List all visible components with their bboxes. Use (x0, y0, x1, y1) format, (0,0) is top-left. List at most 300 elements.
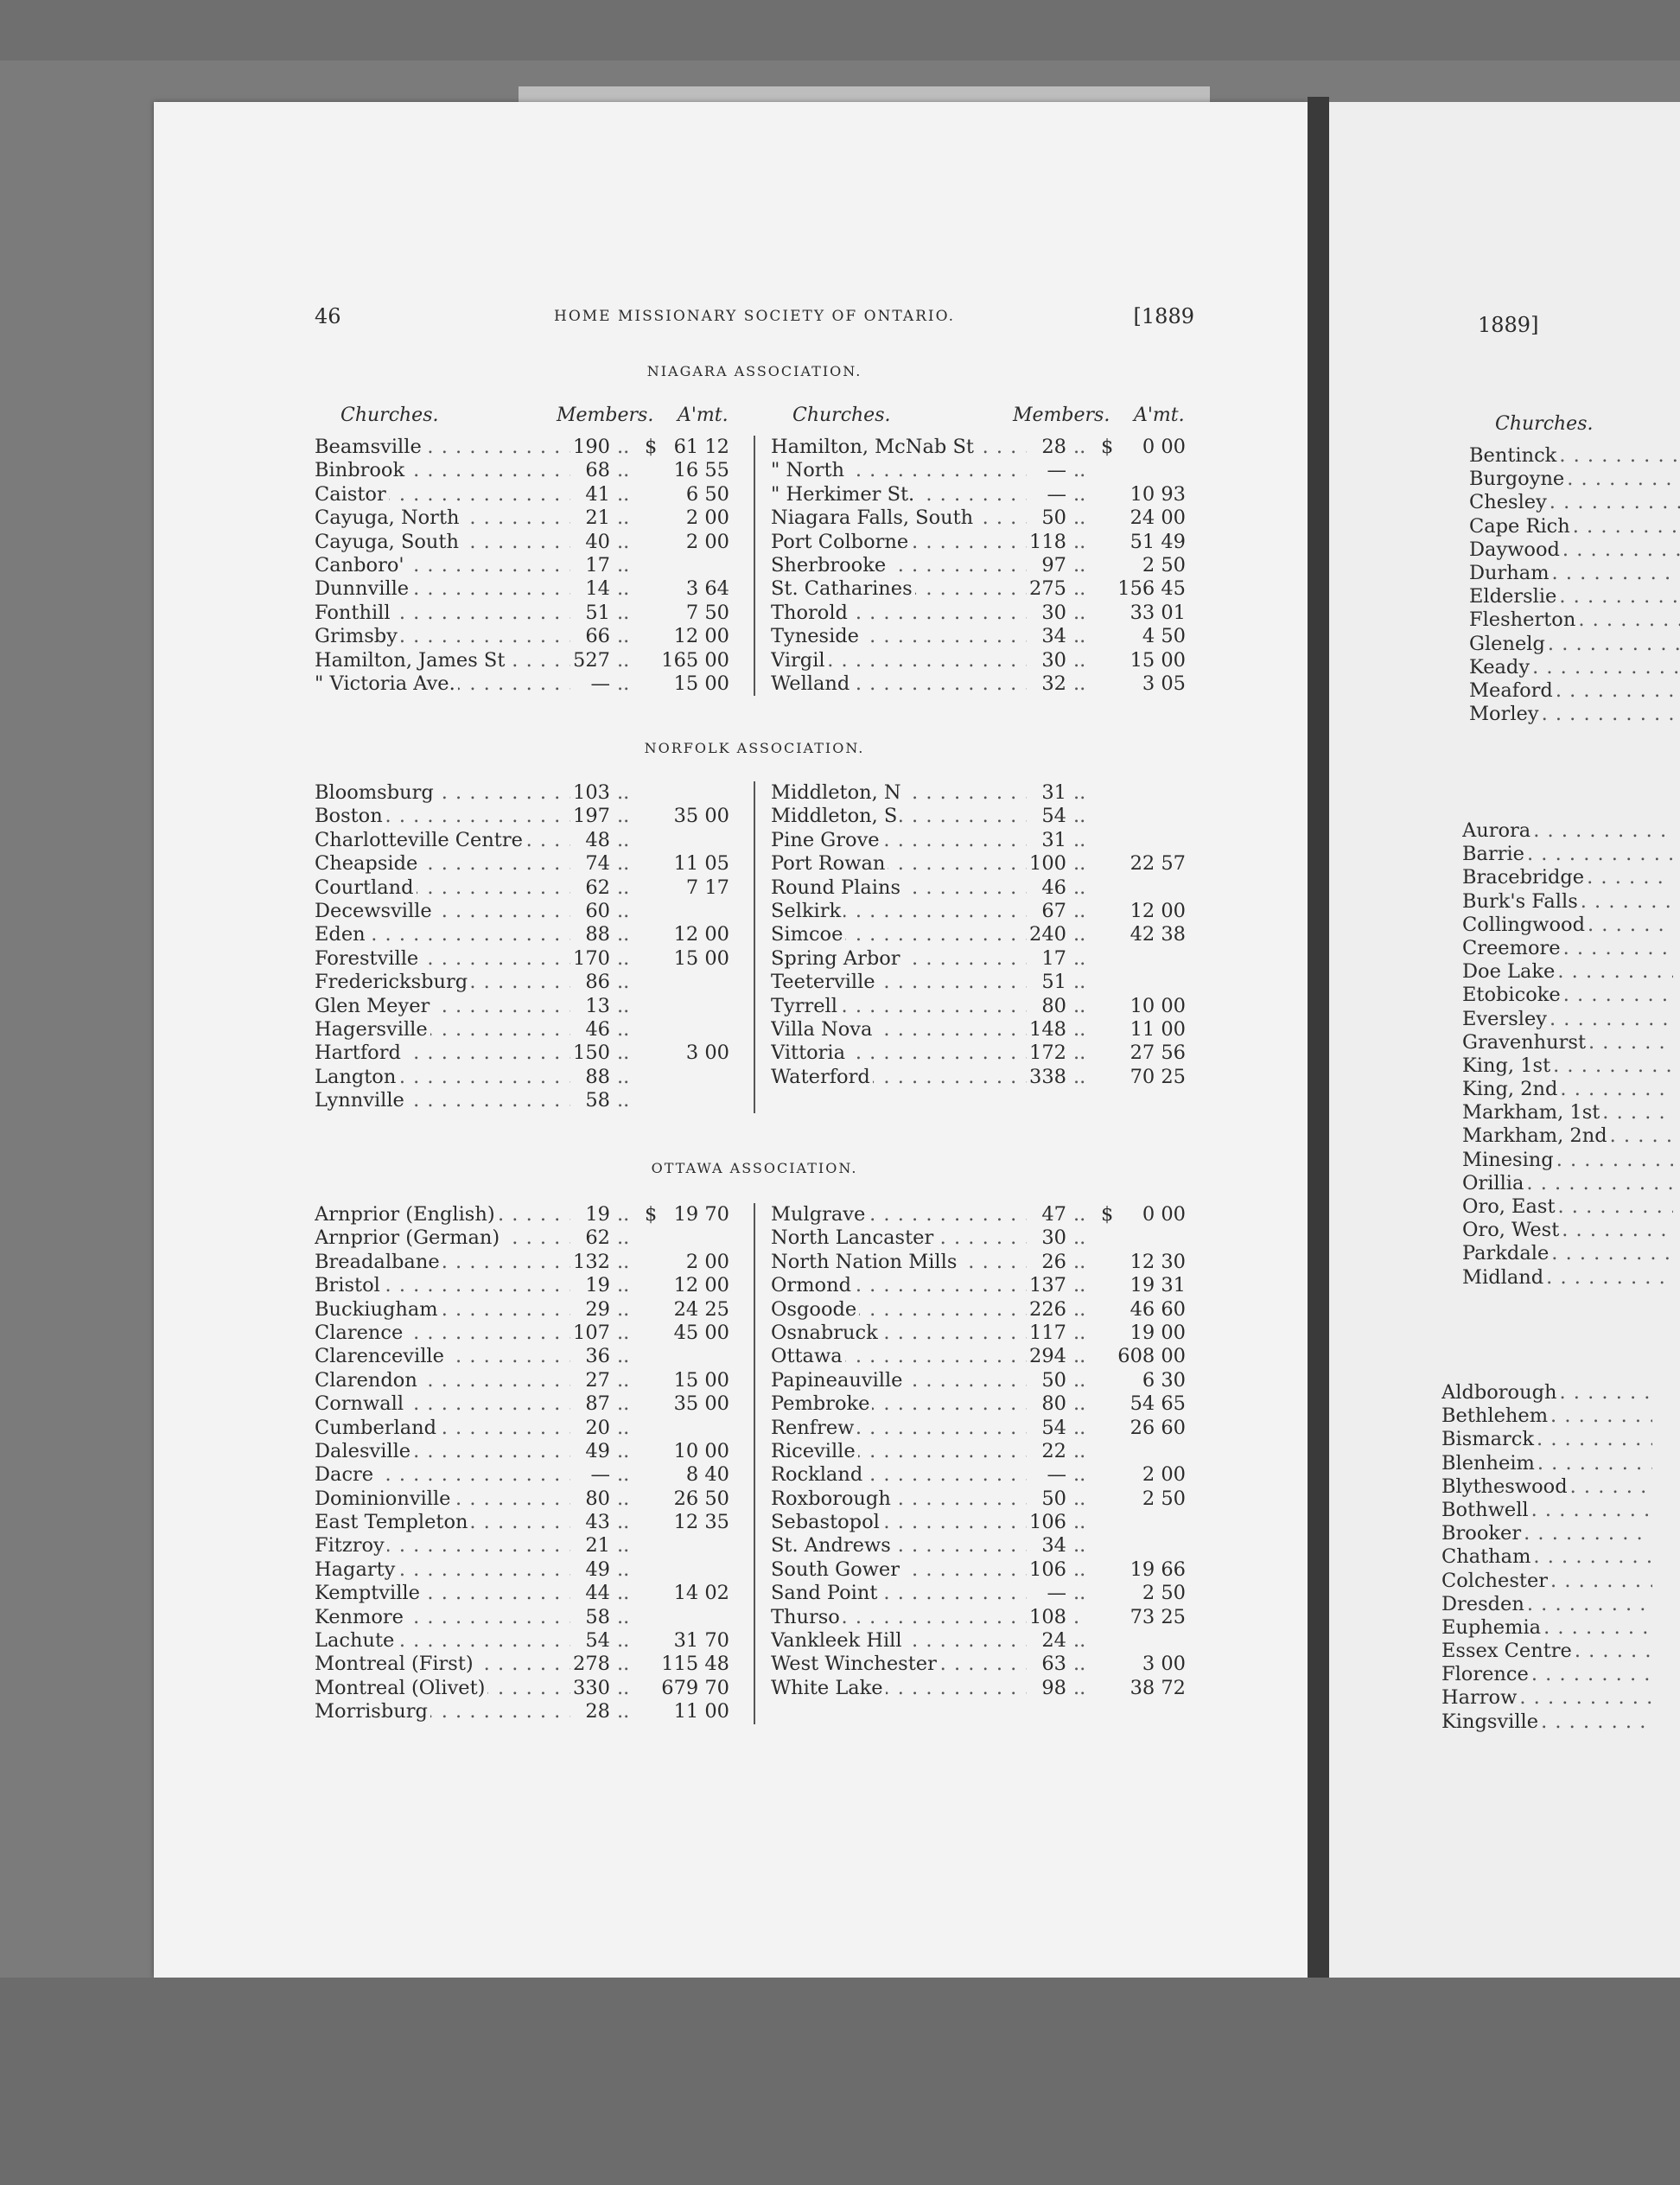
church-name-cell (315, 781, 570, 805)
leader-dots: .. (1073, 601, 1086, 624)
table-row (771, 1417, 1186, 1440)
members-count: 26 (1041, 1250, 1066, 1273)
church-name: Parkdale (1462, 1242, 1551, 1264)
church-name: Osnabruck (771, 1322, 881, 1344)
church-name: Fredericksburg (315, 971, 470, 993)
members-count: 80 (585, 1487, 610, 1510)
amount-value: 33 01 (1130, 601, 1186, 624)
leader-dots: .. (1073, 506, 1086, 530)
dollar-sign: $ (1101, 436, 1114, 458)
amount-value: 15 00 (673, 1368, 729, 1392)
amount-value: 24 00 (1130, 506, 1186, 530)
leader-dots: .. (1073, 672, 1086, 695)
amount-value: 2 00 (685, 530, 729, 553)
members-count: 49 (585, 1439, 610, 1462)
table-row (315, 829, 729, 852)
church-name-cell (771, 876, 1027, 900)
header-churches: Churches. (340, 405, 439, 426)
association-title-ottawa: OTTAWA ASSOCIATION. (651, 1160, 858, 1176)
leader-dots: .. (617, 1203, 630, 1226)
members-count: 31 (1041, 781, 1066, 804)
leader-dots: .. (1073, 436, 1086, 458)
header-members: Members. (557, 405, 654, 426)
table-row (771, 625, 1186, 648)
amount-value: 61 12 (673, 436, 729, 458)
church-name-cell (771, 1018, 1027, 1042)
facing-list-item (1441, 1428, 1652, 1451)
members-count: 338 (1029, 1065, 1066, 1088)
amount-value: 3 05 (1142, 672, 1186, 695)
table-row (771, 1511, 1186, 1534)
amount-value: 45 00 (673, 1321, 729, 1344)
header-amount: A'mt. (678, 405, 729, 426)
church-name-cell (771, 1629, 1027, 1653)
members-count: 49 (585, 1558, 610, 1581)
book-edge (519, 86, 1210, 102)
running-title: HOME MISSIONARY SOCIETY OF ONTARIO. (554, 308, 955, 325)
leader-dots: .. (617, 1439, 630, 1462)
church-name-cell (315, 554, 570, 577)
church-name: Collingwood (1462, 914, 1588, 936)
leader-dots: .. (1073, 1534, 1086, 1558)
table-row (315, 649, 729, 672)
church-name: Tyrrell (771, 995, 840, 1017)
church-name: Blytheswood (1441, 1475, 1570, 1498)
church-name: Arnprior (German) (315, 1226, 502, 1249)
amount-value: 19 66 (1130, 1558, 1186, 1581)
leader-dots: .. (617, 1368, 630, 1392)
amount-value: 70 25 (1130, 1065, 1186, 1088)
church-name-cell (315, 459, 570, 482)
church-name-cell (315, 1629, 570, 1653)
facing-list-item (1462, 1031, 1673, 1054)
facing-list-1 (1469, 444, 1680, 726)
church-name-cell (771, 1511, 1027, 1534)
church-name: Arnprior (English) (315, 1203, 498, 1226)
church-name-cell (315, 852, 570, 876)
leader-dots: .. (1073, 530, 1086, 553)
leader-dots: .. (617, 672, 630, 695)
leader-dots: .. (1073, 1416, 1086, 1439)
leader-dots: .. (617, 1629, 630, 1653)
facing-list-item (1441, 1499, 1652, 1522)
leader-dots: .. (617, 648, 630, 672)
table-row (771, 971, 1186, 994)
church-name: Eden (315, 923, 368, 946)
members-count: 29 (585, 1297, 610, 1321)
amount-value: 35 00 (673, 805, 729, 828)
members-count: 32 (1041, 672, 1066, 695)
leader-dots: .. (1073, 1017, 1086, 1041)
church-name-cell (771, 577, 1027, 601)
church-name: Cornwall (315, 1392, 406, 1415)
leader-dots: .. (1073, 553, 1086, 577)
members-count: 27 (585, 1368, 610, 1392)
church-name: Cumberland (315, 1417, 439, 1439)
table-row (771, 506, 1186, 530)
amount-value: 7 17 (685, 876, 729, 899)
association-title-norfolk: NORFOLK ASSOCIATION. (644, 740, 865, 756)
members-count: 24 (1041, 1629, 1066, 1653)
table-row (315, 1226, 729, 1250)
church-name: North Lancaster (771, 1226, 936, 1249)
column-divider (754, 781, 755, 1113)
leader-dots: .. (617, 1676, 630, 1699)
leader-dots: .. (617, 459, 630, 482)
church-name: Spring Arbor (771, 947, 903, 970)
amount-value: 11 05 (673, 852, 729, 876)
leader-dots: .. (617, 1089, 630, 1112)
members-count: 106 (1029, 1558, 1066, 1581)
members-count: 46 (1041, 876, 1066, 899)
church-name: Aldborough (1441, 1381, 1559, 1404)
leader-dots: .. (617, 876, 630, 899)
church-name: Markham, 1st (1462, 1101, 1602, 1124)
leader-dots: .. (617, 436, 630, 458)
facing-list-item (1462, 1195, 1673, 1219)
members-count: 68 (585, 459, 610, 482)
church-name-cell (771, 900, 1027, 923)
members-count: 47 (1041, 1203, 1066, 1226)
column-right (771, 436, 1186, 696)
church-name: Sand Point (771, 1582, 880, 1604)
church-name-cell (315, 1226, 570, 1250)
members-count: 67 (1041, 899, 1066, 922)
table-row (771, 923, 1186, 946)
church-name-cell (315, 1018, 570, 1042)
table-row (315, 1487, 729, 1511)
church-name-cell (771, 1558, 1027, 1582)
dollar-sign: $ (645, 436, 658, 458)
leader-dots: .. (1073, 1274, 1086, 1297)
church-name: Meaford (1469, 679, 1556, 702)
church-name: Forestville (315, 947, 421, 970)
leader-dots: .. (617, 1511, 630, 1534)
table-row (771, 947, 1186, 971)
amount-value: 46 60 (1130, 1297, 1186, 1321)
table-row (771, 649, 1186, 672)
table-row (771, 1582, 1186, 1605)
members-count: 44 (585, 1582, 610, 1605)
church-name-cell (771, 1417, 1027, 1440)
page-number: 46 (315, 304, 341, 328)
facing-list-item (1469, 538, 1680, 562)
church-name: Fitzroy (315, 1534, 387, 1557)
leader-dots: .. (1073, 805, 1086, 828)
amount-value: 22 57 (1130, 852, 1186, 876)
church-name: Mulgrave (771, 1203, 868, 1226)
amount-value: 2 00 (1142, 1463, 1186, 1487)
members-count: 88 (585, 923, 610, 946)
table-row (315, 1558, 729, 1582)
column-headers (315, 405, 1194, 429)
church-name-cell (771, 1369, 1027, 1392)
church-name: Charlotteville Centre (315, 829, 525, 851)
church-name-cell (315, 506, 570, 530)
members-count: 50 (1041, 506, 1066, 530)
table-row (771, 1042, 1186, 1065)
members-count: 51 (1041, 971, 1066, 994)
church-name-cell (315, 1392, 570, 1416)
facing-list-item (1462, 1124, 1673, 1148)
table-row (771, 829, 1186, 852)
scan-background-bottom (0, 1978, 1680, 2185)
table-row (771, 1534, 1186, 1558)
facing-list-item (1469, 703, 1680, 726)
church-name-cell (771, 1066, 1027, 1089)
table-row (315, 1700, 729, 1723)
members-count: — (1047, 482, 1066, 506)
leader-dots: .. (1073, 899, 1086, 922)
facing-list-item (1441, 1640, 1652, 1663)
church-name-cell (771, 805, 1027, 828)
table-row (771, 1392, 1186, 1416)
church-name: Ormond (771, 1274, 854, 1296)
members-count: 172 (1029, 1042, 1066, 1065)
members-count: 36 (585, 1345, 610, 1368)
church-name-cell (315, 1322, 570, 1345)
church-name: Middleton, S (771, 805, 900, 827)
church-name-cell (771, 1322, 1027, 1345)
church-name-cell (771, 554, 1027, 577)
church-name: Orillia (1462, 1172, 1526, 1194)
church-name-cell (315, 1042, 570, 1065)
church-name: Middleton, N (771, 781, 904, 804)
church-name-cell (771, 923, 1027, 946)
leader-dots: .. (1073, 1345, 1086, 1368)
church-name: Villa Nova (771, 1018, 875, 1041)
leader-dots: .. (1073, 1392, 1086, 1416)
table-row (315, 852, 729, 876)
facing-list-item (1441, 1663, 1652, 1686)
church-name: Bracebridge (1462, 866, 1587, 889)
leader-dots: .. (617, 828, 630, 851)
church-name: St. Catharines (771, 577, 915, 600)
table-row (315, 554, 729, 577)
table-row (315, 1298, 729, 1322)
church-name: Boston (315, 805, 385, 827)
church-name-cell (315, 649, 570, 672)
leader-dots: .. (617, 923, 630, 946)
church-name: Markham, 2nd (1462, 1124, 1610, 1147)
church-name: Roxborough (771, 1487, 894, 1510)
facing-list-item (1469, 444, 1680, 468)
amount-value: 156 45 (1117, 577, 1186, 601)
leader-dots: .. (1073, 1463, 1086, 1487)
table-row (771, 1345, 1186, 1368)
table-row (315, 1417, 729, 1440)
amount-value: 10 00 (673, 1439, 729, 1462)
facing-list-item (1441, 1686, 1652, 1710)
leader-dots: .. (617, 1534, 630, 1558)
leader-dots: .. (1073, 1676, 1086, 1699)
amount-value: 14 02 (673, 1582, 729, 1605)
amount-value: 6 50 (685, 482, 729, 506)
table-row (315, 1274, 729, 1297)
church-name: Burk's Falls (1462, 890, 1581, 913)
facing-list-item (1469, 491, 1680, 514)
amount-value: 19 00 (1130, 1321, 1186, 1344)
leader-dots: .. (1073, 1297, 1086, 1321)
column-left (315, 781, 729, 1112)
church-name-cell (315, 1298, 570, 1322)
church-name: Osgoode (771, 1298, 859, 1321)
table-row (771, 1606, 1186, 1629)
amount-value: 7 50 (685, 601, 729, 624)
church-name: Sherbrooke (771, 554, 888, 577)
members-count: 54 (1041, 1416, 1066, 1439)
leader-dots: .. (1073, 1065, 1086, 1088)
facing-list-item (1462, 1054, 1673, 1078)
amount-value: 3 64 (685, 577, 729, 601)
members-count: 19 (585, 1203, 610, 1226)
church-name: " Victoria Ave. (315, 672, 458, 695)
table-row (771, 1463, 1186, 1487)
church-name-cell (771, 1298, 1027, 1322)
leader-dots: .. (1073, 946, 1086, 970)
members-count: 97 (1041, 553, 1066, 577)
members-count: 100 (1029, 852, 1066, 876)
church-name: Grimsby (315, 625, 400, 647)
leader-dots: .. (1073, 1042, 1086, 1065)
members-count: 30 (1041, 648, 1066, 672)
church-name-cell (315, 1463, 570, 1487)
leader-dots: .. (617, 1065, 630, 1088)
table-row (315, 781, 729, 805)
church-name-cell (315, 483, 570, 506)
column-right (771, 781, 1186, 1089)
church-name: Brooker (1441, 1522, 1524, 1545)
church-name: Welland (771, 672, 852, 695)
church-name-cell (771, 995, 1027, 1018)
church-name: Oro, East (1462, 1195, 1557, 1218)
leader-dots: .. (617, 1605, 630, 1628)
members-count: — (1047, 1582, 1066, 1605)
church-name: Riceville (771, 1440, 858, 1462)
facing-list-item (1462, 937, 1673, 960)
church-name: Montreal (Olivet) (315, 1677, 487, 1699)
members-count: 62 (585, 1226, 610, 1250)
leader-dots: .. (1073, 1487, 1086, 1510)
members-count: 31 (1041, 828, 1066, 851)
facing-list-item (1469, 656, 1680, 679)
church-name: " Herkimer St. (771, 483, 917, 506)
table-row (771, 1274, 1186, 1297)
book-gutter (1308, 97, 1329, 1978)
dollar-sign: $ (1101, 1203, 1114, 1226)
amount-value: 24 25 (673, 1297, 729, 1321)
table-row (315, 923, 729, 946)
church-name-cell (771, 1042, 1027, 1065)
members-count: 107 (573, 1321, 610, 1344)
scan-background-top (0, 0, 1680, 61)
amount-value: 19 70 (673, 1203, 729, 1226)
church-name: Blenheim (1441, 1452, 1537, 1475)
church-name-cell (315, 1582, 570, 1605)
table-row (771, 483, 1186, 506)
members-count: 117 (1029, 1321, 1066, 1344)
church-name: Minesing (1462, 1149, 1556, 1171)
amount-value: 26 60 (1130, 1416, 1186, 1439)
church-name-cell (771, 625, 1027, 648)
table-row (315, 971, 729, 994)
church-name-cell (315, 672, 570, 696)
members-count: 34 (1041, 625, 1066, 648)
church-name: Bloomsburg (315, 781, 436, 804)
leader-dots: .. (617, 971, 630, 994)
members-count: 170 (573, 946, 610, 970)
leader-dots: .. (1073, 577, 1086, 601)
leader-dots: .. (617, 852, 630, 876)
church-name: Bothwell (1441, 1499, 1531, 1521)
church-name: Clarenceville (315, 1345, 447, 1367)
leader-dots: .. (1073, 1439, 1086, 1462)
table-row (771, 900, 1186, 923)
church-name-cell (315, 1251, 570, 1274)
leader-dots: .. (1073, 1321, 1086, 1344)
facing-list-item (1441, 1710, 1652, 1734)
table-row (315, 1534, 729, 1558)
leader-dots: .. (1073, 648, 1086, 672)
amount-value: 3 00 (685, 1042, 729, 1065)
leader-dots: .. (1073, 625, 1086, 648)
church-name-cell (315, 1487, 570, 1511)
facing-list-item (1441, 1570, 1652, 1593)
church-name-cell (771, 947, 1027, 971)
facing-list-item (1441, 1593, 1652, 1616)
members-count: 132 (573, 1250, 610, 1273)
church-name-cell (315, 531, 570, 554)
church-name: Vittoria (771, 1042, 848, 1064)
church-name: Chesley (1469, 491, 1550, 513)
members-count: 21 (585, 1534, 610, 1558)
members-count: — (590, 672, 610, 695)
church-name: Keady (1469, 656, 1532, 678)
church-name: Barrie (1462, 843, 1527, 865)
leader-dots: .. (617, 1321, 630, 1344)
amount-value: 115 48 (661, 1653, 729, 1676)
church-name-cell (315, 1345, 570, 1368)
table-row (315, 1042, 729, 1065)
church-name: Hamilton, James St (315, 649, 507, 672)
amount-value: 31 70 (673, 1629, 729, 1653)
church-name-cell (771, 436, 1027, 459)
amount-value: 42 38 (1130, 923, 1186, 946)
church-name-cell (771, 1440, 1027, 1463)
facing-list-item (1441, 1616, 1652, 1640)
table-row (315, 531, 729, 554)
members-count: 14 (585, 577, 610, 601)
church-name: Hagarty (315, 1558, 398, 1581)
amount-value: 19 31 (1130, 1274, 1186, 1297)
members-count: 106 (1029, 1511, 1066, 1534)
amount-value: 608 00 (1117, 1345, 1186, 1368)
facing-list-item (1462, 1266, 1673, 1290)
church-name: Pine Grove (771, 829, 882, 851)
church-name-cell (771, 829, 1027, 852)
church-name-cell (771, 1392, 1027, 1416)
leader-dots: .. (617, 601, 630, 624)
church-name: Cayuga, North (315, 506, 461, 529)
amount-value: 27 56 (1130, 1042, 1186, 1065)
church-name: Teeterville (771, 971, 878, 993)
amount-value: 38 72 (1130, 1676, 1186, 1699)
church-name: Glen Meyer (315, 995, 432, 1017)
church-name: Oro, West (1462, 1219, 1562, 1241)
table-row (771, 1298, 1186, 1322)
church-name: Dresden (1441, 1593, 1527, 1615)
amount-value: 3 00 (1142, 1653, 1186, 1676)
